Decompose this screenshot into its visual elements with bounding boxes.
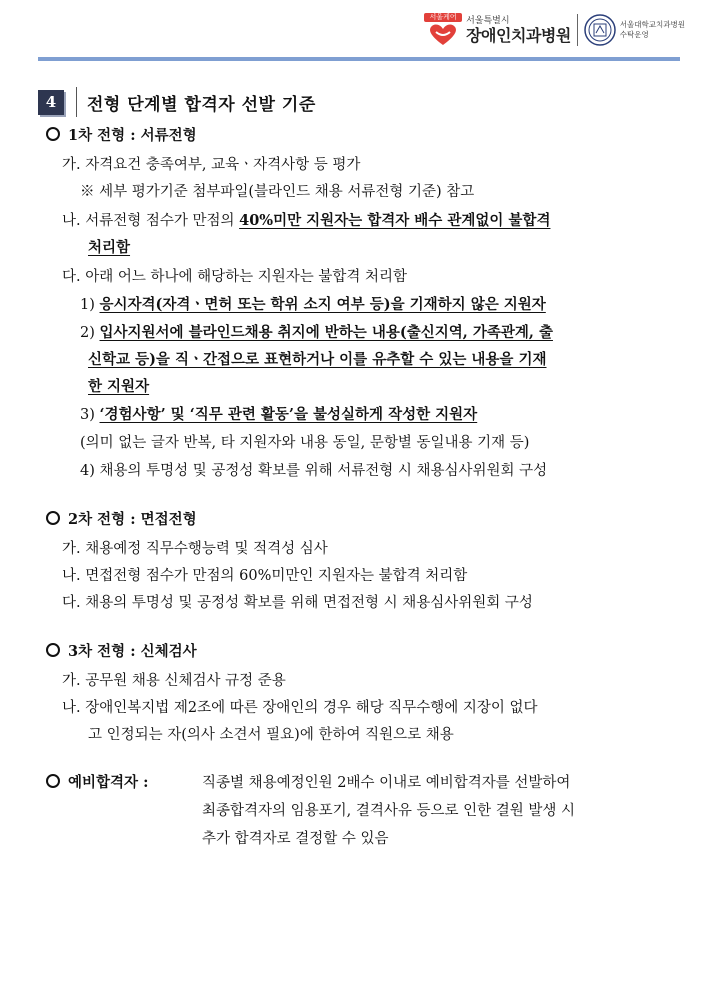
stage2-item-da: 다. 채용의 투명성 및 공정성 확보를 위해 면접전형 시 채용심사위원회 구성 xyxy=(62,595,533,611)
stage3-item-ga: 가. 공무원 채용 신체검사 규정 준용 xyxy=(62,673,286,689)
stage1-subitem-3-note: (의미 없는 글자 반복, 타 지원자와 내용 동일, 문항별 동일내용 기재 등) xyxy=(80,435,530,451)
stage3-heading: 3차 전형 : 신체검사 xyxy=(46,640,197,661)
logo-tag: 서울케어 xyxy=(424,13,462,22)
heading-divider xyxy=(76,87,77,117)
section-number: 4 xyxy=(38,90,64,115)
reserve-line-2: 최종합격자의 임용포기, 결격사유 등으로 인한 결원 발생 시 xyxy=(202,803,576,819)
stage3-item-na: 나. 장애인복지법 제2조에 따른 장애인의 경우 해당 직무수행에 지장이 없다 xyxy=(62,700,538,716)
logo-title: 장애인치과병원 xyxy=(466,25,571,45)
circle-bullet-icon xyxy=(46,511,60,525)
circle-bullet-icon xyxy=(46,127,60,141)
circle-bullet-icon xyxy=(46,643,60,657)
stage3-item-na-cont: 고 인정되는 자(의사 소견서 필요)에 한하여 직원으로 채용 xyxy=(88,727,454,743)
stage1-item-na-cont: 처리함 xyxy=(88,239,131,256)
partner-name: 서울대학교치과병원 xyxy=(619,19,685,29)
hospital-logo xyxy=(424,13,571,47)
stage1-subitem-2-cont1: 신학교 등)을 직ㆍ간접으로 표현하거나 이를 유추할 수 있는 내용을 기재 xyxy=(88,351,547,368)
stage2-item-ga: 가. 채용예정 직무수행능력 및 적격성 심사 xyxy=(62,541,328,557)
stage1-subitem-2-cont2: 한 지원자 xyxy=(88,378,150,395)
stage1-subitem-1: 1) 응시자격(자격ㆍ면허 또는 학위 소지 여부 등)을 기재하지 않은 지원자 xyxy=(80,296,546,313)
stage1-item-na: 나. 서류전형 점수가 만점의 40%미만 지원자는 합격자 배수 관계없이 불합격 xyxy=(62,212,551,229)
stage1-subitem-3: 3) ‘경험사항’ 및 ‘직무 관련 활동’을 불성실하게 작성한 지원자 xyxy=(80,406,478,423)
heart-logo-icon xyxy=(424,13,462,47)
partner-note: 수탁운영 xyxy=(619,30,649,39)
stage1-subitem-4: 4) 채용의 투명성 및 공정성 확보를 위해 서류전형 시 채용심사위원회 구성 xyxy=(80,463,548,479)
stage1-item-ga: 가. 자격요건 충족여부, 교육ㆍ자격사항 등 평가 xyxy=(62,157,361,173)
logo-divider xyxy=(577,14,578,46)
logo-subtitle: 서울특별시 xyxy=(466,15,510,26)
section-title: 전형 단계별 합격자 선발 기준 xyxy=(87,94,316,115)
header-logos xyxy=(424,10,685,50)
circle-bullet-icon xyxy=(46,774,60,788)
reserve-line-1: 직종별 채용예정인원 2배수 이내로 예비합격자를 선발하여 xyxy=(202,775,571,791)
header-rule xyxy=(38,57,680,61)
stage1-item-da: 다. 아래 어느 하나에 해당하는 지원자는 불합격 처리함 xyxy=(62,269,408,285)
section-heading xyxy=(38,87,316,117)
stage2-item-na: 나. 면접전형 점수가 만점의 60%미만인 지원자는 불합격 처리함 xyxy=(62,568,468,584)
reserve-line-3: 추가 합격자로 결정할 수 있음 xyxy=(202,831,389,847)
university-seal-icon xyxy=(584,14,616,46)
stage1-subitem-2: 2) 입사지원서에 블라인드채용 취지에 반하는 내용(출신지역, 가족관계, 출 xyxy=(80,324,553,341)
reserve-heading: 예비합격자 : xyxy=(46,771,148,792)
stage1-heading: 1차 전형 : 서류전형 xyxy=(46,124,197,145)
stage1-note: ※ 세부 평가기준 첨부파일(블라인드 채용 서류전형 기준) 참고 xyxy=(80,184,475,200)
stage2-heading: 2차 전형 : 면접전형 xyxy=(46,508,197,529)
